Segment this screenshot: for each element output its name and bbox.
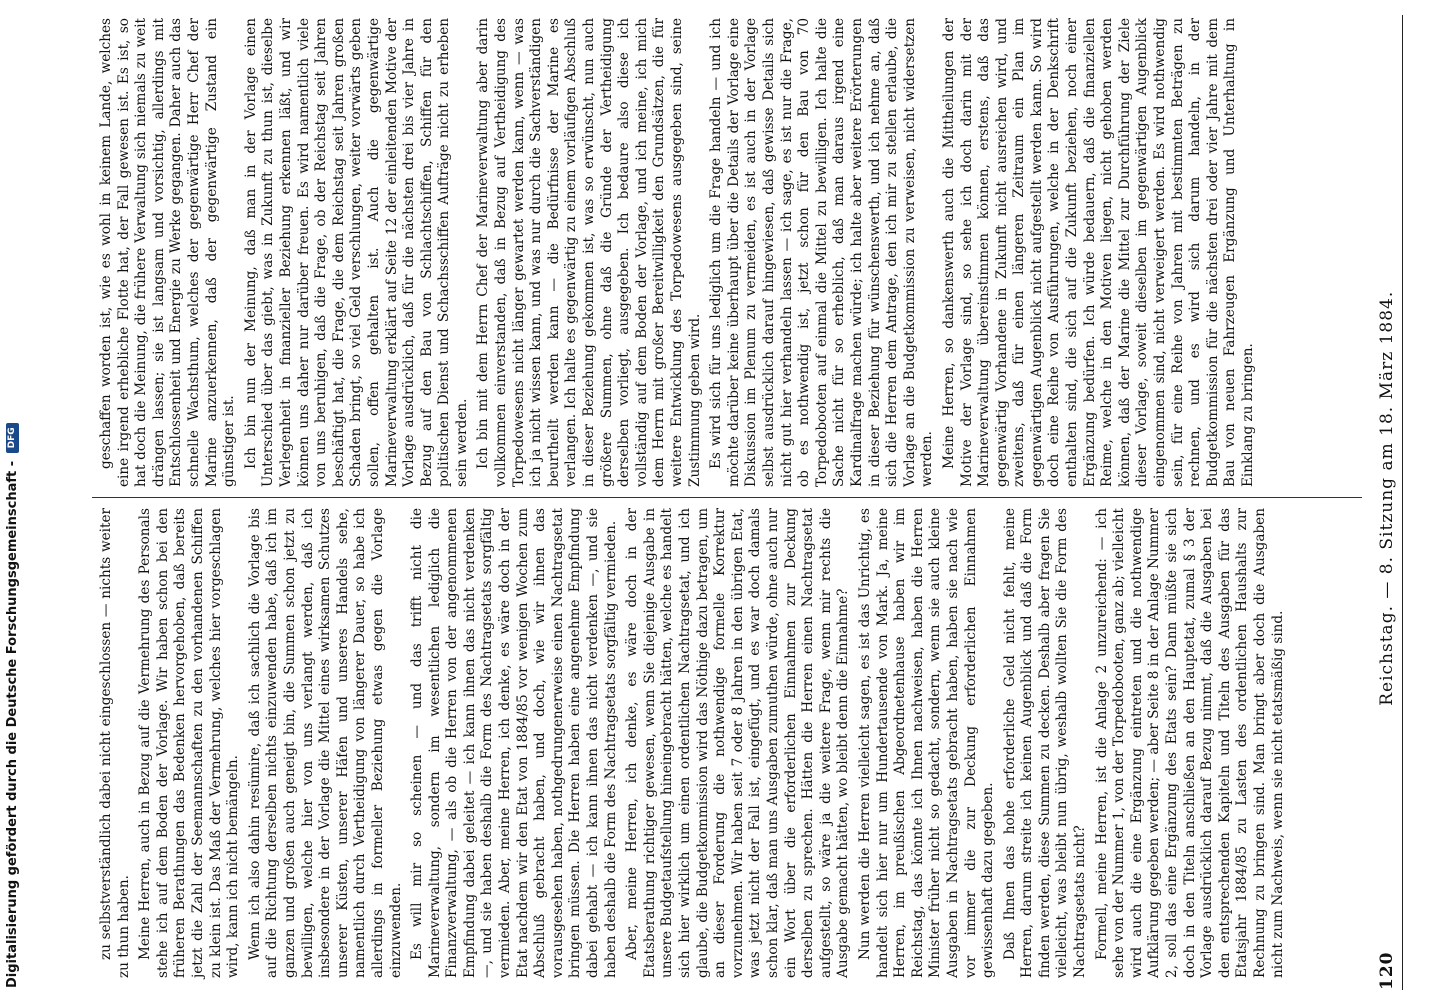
paragraph: zu selbstverständlich dabei nicht eingeschlossen — nichts weiter zu thun haben. — [98, 508, 132, 978]
paragraph: Meine Herren, so dankenswerth auch die Mittheilungen der Motive der Vorlage sind, so sehe ich doch darin mit der Marineverwaltung übereinstimmen können, erstens, daß das gegenwärtig Vorhandene in Zukunft nicht ausreichen wird, und zweitens, daß für einen längeren Zeitraum ein Plan im gegenwärtigen Augenblick nicht aufgestellt werden kann. So wird doch eine Reihe von Ausführungen, welche in der Denkschrift enthalten sind, die sich auf die Zukunft beziehen, noch einer Ergänzung bedürfen. Ich würde bedauern, daß die finanziellen Reime, welche in den Motiven liegen, nicht gehoben werden können, daß der Marine die Mittel zur Durchführung der Ziele dieser Vorlage, soweit dieselben im gegenwärtigen Augenblick eingenommen sind, nicht verweigert werden. Es wird nothwendig sein, für eine Reihe von Jahren mit bestimmten Beträgen zu rechnen, und es wird sich darum handeln, in der Budgetkommission für die nächsten drei oder vier Jahre mit dem Bau von neuen Fahrzeugen Ergänzung und Unterhaltung in Einklang zu bringen. — [940, 18, 1256, 487]
right-column — [92, 498, 1362, 988]
paragraph: Es will mir so scheinen — und das trifft nicht die Marineverwaltung, sondern im wesentlichen lediglich die Finanzverwaltung, — als ob die Herren von der angenommenen Empfindung dabei geleitet — ich kann ihnen das nicht verdenken —, und sie haben deshalb die Form des Nachtragsetats sorgfältig vermieden. Aber, meine Herren, ich denke, es wäre doch in der Etat nachdem wir den Etat von 1884/85 vor wenigen Wochen zum Abschluß gebracht haben, und doch, wie wir ihnen das vorausgesehen haben, nothgedrungenerweise einen Nachtragsetat bringen müssen. Die Herren haben eine angenehme Empfindung dabei gehabt — ich kann ihnen das nicht verdenken —, und sie haben deshalb die Form des Nachtragsetats sorgfältig vermieden. — [409, 508, 619, 978]
left-column — [92, 8, 1362, 498]
text-columns — [92, 8, 1362, 988]
paragraph: Ich bin nun der Meinung, daß man in der Vorlage einen Unterschied über das giebt, was in Zukunft zu thun ist, dieselbe Verlegenheit in finanzieller Beziehung erkennen läßt, und wir können uns daher nur darüber freuen. Es wird namentlich viele von uns beruhigen, daß die Frage, ob der Reichstag seit Jahren beschäftigt hat, die Frage, die dem Reichstag seit Jahren großen Schaden bringt, so viel Geld verschlungen, weiter vorwärts geben sollen, offen gehalten ist. Auch die gegenwärtige Marineverwaltung erklärt auf Seite 12 der einleitenden Motive der Vorlage ausdrücklich, daß für die nächsten drei bis vier Jahre in Bezug auf den Bau von Schlachtschiffen, Schiffen für den politischen Dienst und Schachsschiffen Aufträge nicht zu erheben sein werden. — [242, 18, 470, 487]
paragraph: Daß Ihnen das hohe erforderliche Geld nicht fehlt, meine Herren, darum streite ich keinen Augenblick und daß die Form finden werden, diese Summen zu decken. Deshalb aber fragen Sie vielleicht, was bleibt nun übrig, weshalb wollten Sie die Form des Nachtragsetats nicht? — [1001, 508, 1089, 978]
paragraph: Es wird sich für uns lediglich um die Frage handeln — und ich möchte darüber keine überhaupt über die Details der Vorlage eine Diskussion im Plenum zu vermeiden, es ist auch in der Vorlage selbst ausdrücklich darauf hingewiesen, daß gewisse Details sich nicht gut hier verhandeln lassen — ich sage, es ist nur die Frage, ob es nothwendig ist, jetzt schon für den Bau von 70 Torpedobooten auf einmal die Mittel zu bewilligen. Ich halte die Sache nicht für so erheblich, daß man daraus irgend eine Kardinalfrage machen würde; ich halte aber weitere Erörterungen in dieser Beziehung für wünschenswerth, und ich nehme an, daß sich die Herren dem Antrage, den ich mir zu stellen erlaube, die Vorlage an die Budgetkommission zu verweisen, nicht widersetzen werden. — [708, 18, 936, 487]
paragraph: Aber, meine Herren, ich denke, es wäre doch in der Etatsberathung richtiger gewesen, wenn Sie diejenige Ausgabe in unsere Budgetaufstellung hineingebracht hätten, welche es handelt sich hier wirklich um einen ordentlichen Nachtragsetat, und ich glaube, die Budgetkommission wird das Nöthige dazu betragen, um an dieser Forderung die nothwendige formelle Korrektur vorzunehmen. Wir haben seit 7 oder 8 Jahren in den übrigen Etat, was jetzt nicht der Fall ist, eingefügt, und es war doch damals schon klar, daß man uns Ausgaben zumuthen würde, ohne auch nur ein Wort über die erforderlichen Einnahmen zur Deckung derselben zu sprechen. Hätten die Herren einen Nachtragsetat aufgestellt, so wäre ja die weitere Frage, wenn mir rechts die Ausgabe gemacht hätten, wo bleibt denn die Einnahme? — [624, 508, 852, 978]
digitization-footer — [0, 12, 24, 988]
paragraph: Wenn ich also dahin resümire, daß ich sachlich die Vorlage bis auf die Richtung derselben nichts einzuwenden habe, daß ich im ganzen und großen auch geneigt bin, die Summen schon jetzt zu bewilligen, welche hier von uns verlangt werden, daß ich insbesondere in der Vorlage die Mittel eines wirksamen Schutzes unserer Küsten, unserer Häfen und unseres Handels sehe, namentlich durch Vertheidigung von längerer Dauer, so habe ich allerdings in formeller Beziehung etwas gegen die Vorlage einzuwenden. — [246, 508, 404, 978]
paragraph: Ich bin mit dem Herrn Chef der Marineverwaltung aber darin vollkommen einverstanden, daß in Bezug auf Vertheidigung des Torpedowesens nicht länger gewartet werden kann, wenn — was ich ja nicht wissen kann, und was nur durch die Sachverständigen beurtheilt werden kann — die Bedürfnisse der Marine es verlangen. Ich halte es gegenwärtig zu einem vorläufigen Abschluß in dieser Beziehung gekommen ist, was so erwünscht, nun auch größere Summen, ohne daß die Gründe der Vertheidigung derselben vorliegt, ausgegeben. Ich bedaure also diese ich vollständig auf dem Boden der Vorlage, und ich meine, ich mich dem Herrn mit großer Bereitwilligkeit den Grundsätzen, die für weitere Entwicklung des Torpedowesens ausgegeben sind, seine Zustimmung geben wird. — [475, 18, 703, 487]
page-header — [1372, 15, 1403, 990]
page-number: 120 — [1377, 951, 1397, 990]
digitization-note: Digitalisierung gefördert durch die Deutsche Forschungsgemeinschaft - — [4, 460, 20, 988]
paragraph: Nun werden die Herren vielleicht sagen, es ist das Unrichtig, es handelt sich hier nur um Hundertausende von Mark. Ja, meine Herren, im preußischen Abgeordnetenhause haben wir im Reichstag, das könnte ich Ihnen nachweisen, haben die Herren Minister früher nicht so gedacht, sondern, wenn sie auch kleine Ausgaben in Nachtragsetats gebracht haben, haben sie nach wie vor immer die zur Deckung erforderlichen Einnahmen gewissenhaft dazu gegeben. — [856, 508, 997, 978]
paragraph: Meine Herren, auch in Bezug auf die Vermehrung des Personals stehe ich auf dem Boden der Vorlage. Wir haben schon bei den früheren Berathungen das Bedenken hervorgehoben, daß bereits jetzt die Zahl der Seemannschaften zu den vorhandenen Schiffen zu klein ist. Das Maß der Vermehrung, welches hier vorgeschlagen wird, kann ich nicht bemängeln. — [137, 508, 242, 978]
page-title: Reichstag. — 8. Sitzung am 18. März 1884. — [1377, 290, 1397, 706]
dfg-logo: DFG — [6, 423, 19, 453]
paragraph: Formell, meine Herren, ist die Anlage 2 unzureichend: — ich sehe von der Nummer 1, von der Torpedobooten, ganz ab; vielleicht wird auch die eine Ergänzung eintreten und die nothwendige Aufklärung gegeben werden; — aber Seite 8 in der Anlage Nummer 2, soll das eine Ergänzung des Etats sein? Dann müßte sie sich doch in den Titeln anschließen an den Hauptetat, zumal § 3 der Vorlage ausdrücklich darauf Bezug nimmt, daß die Ausgaben bei den entsprechenden Kapiteln und Titeln des Ausgaben für das Etatsjahr 1884/85 zu Lasten des ordentlichen Haushalts zur Rechnung zu bringen sind. Man bringt aber doch die Ausgaben nicht zum Nachweis, wenn sie nicht etatsmäßig sind. — [1093, 508, 1286, 978]
paragraph: geschaffen worden ist, wie es wohl in keinem Lande, welches eine irgend erhebliche Flotte hat, der Fall gewesen ist. Es ist, so hat doch die Meinung, die frühere Verwaltung sich niemals zu weit drängen lassen; sie ist langsam und vorsichtig, allerdings mit Entschlossenheit und Energie zu Werke gegangen. Daher auch das schnelle Wachsthum, welches der gegenwärtige Herr Chef der Marine anzuerkennen, daß der gegenwärtige Zustand ein günstiger ist. — [98, 18, 238, 487]
